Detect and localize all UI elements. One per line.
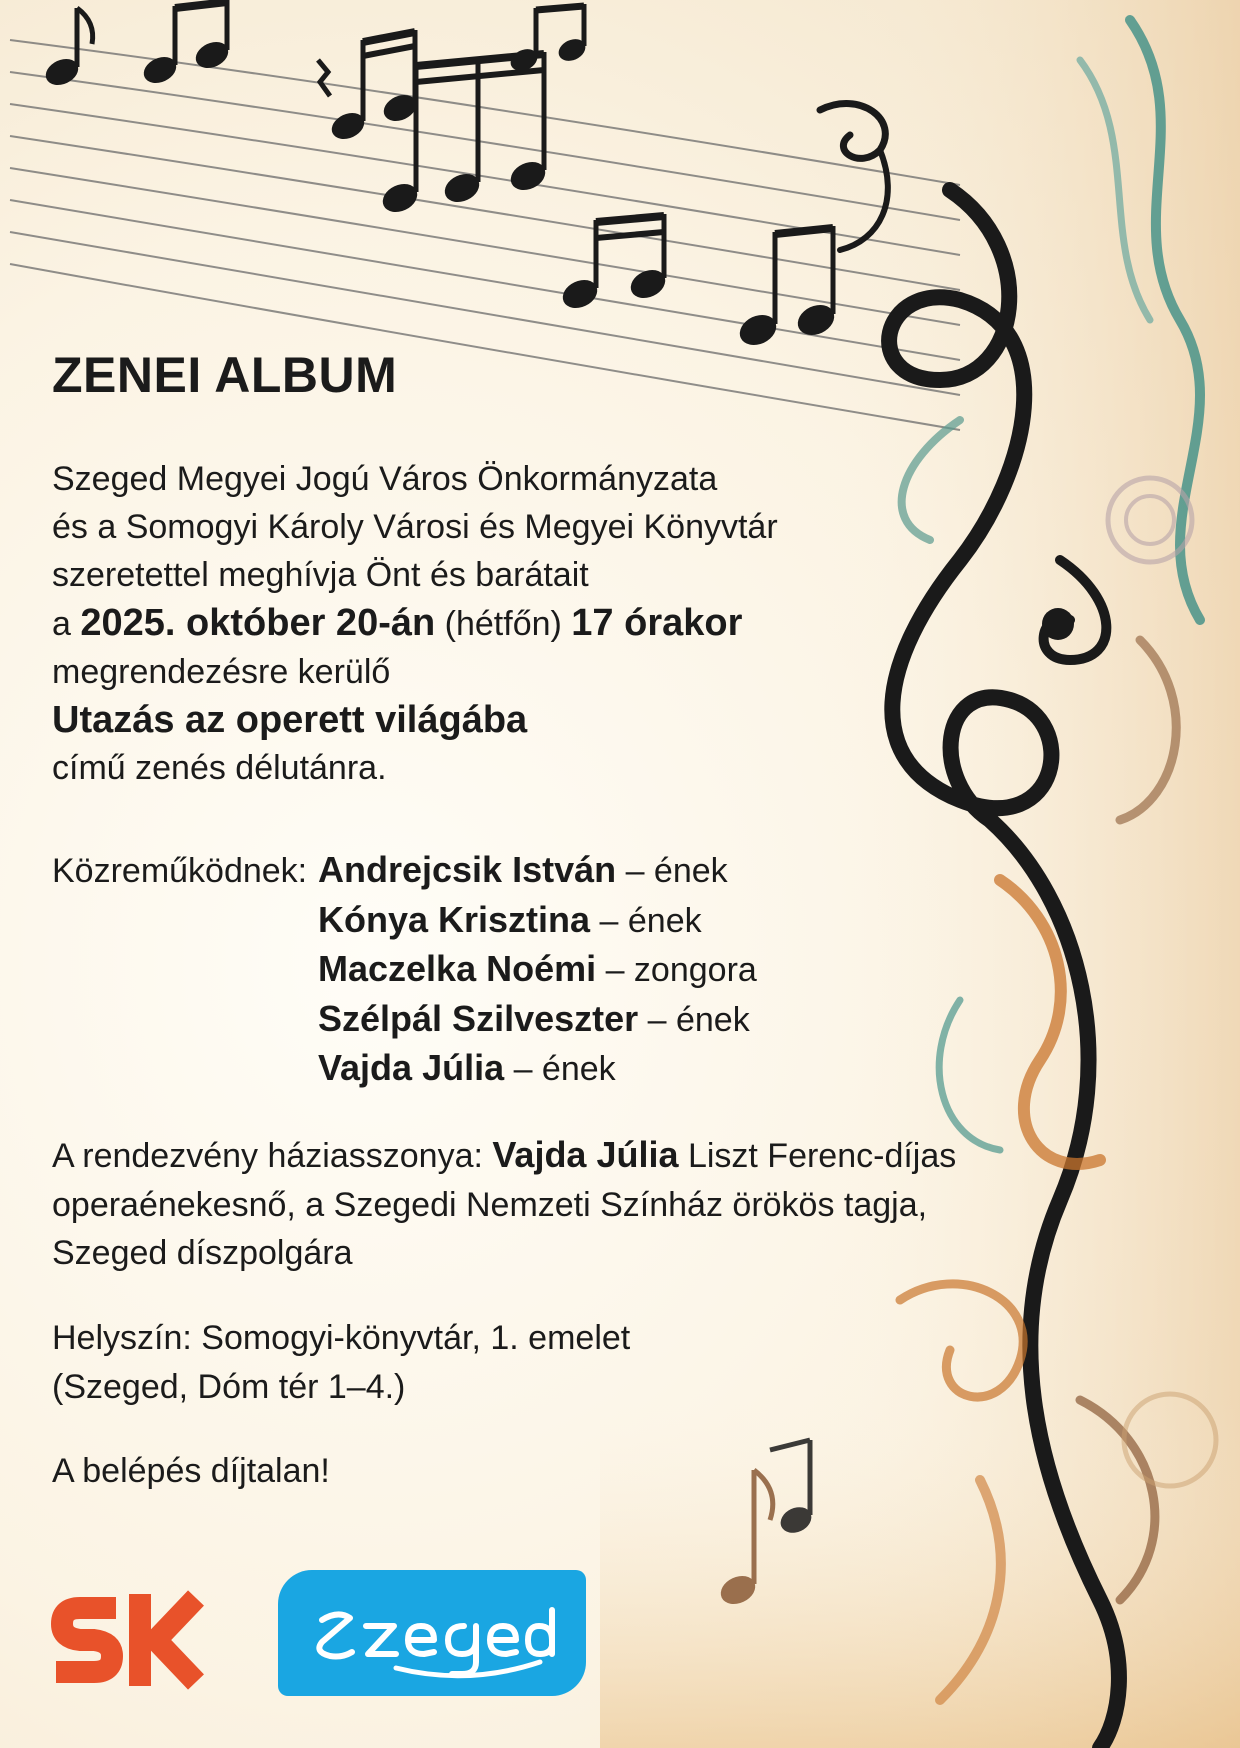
performer-role: – ének [647, 1000, 750, 1039]
hostess-label: A rendezvény háziasszonya: [52, 1137, 483, 1175]
date-prefix: a [52, 605, 71, 643]
performer-name: Vajda Júlia [318, 1047, 505, 1088]
rest-icon [318, 60, 330, 96]
host-organization-line: Szeged Megyei Jogú Város Önkormányzata [52, 460, 718, 498]
organized-line: megrendezésre kerülő [52, 653, 391, 691]
sk-logo [50, 1590, 204, 1690]
szeged-wordmark [278, 1570, 586, 1696]
invitation-line: szeretettel meghívja Önt és barátait [52, 556, 589, 594]
hostess-info [52, 1131, 956, 1278]
invitation-text [52, 455, 778, 792]
music-notes [42, 0, 840, 351]
hostess-line [52, 1131, 956, 1181]
venue-line: Helyszín: Somogyi-könyvtár, 1. emelet [52, 1319, 631, 1357]
venue-address: (Szeged, Dóm tér 1–4.) [52, 1367, 406, 1406]
free-entry-note: A belépés díjtalan! [52, 1452, 330, 1490]
performer-name: Szélpál Szilveszter [318, 997, 639, 1039]
event-weekday: (hétfőn) [444, 605, 562, 643]
performer-role: – zongora [605, 951, 757, 989]
hostess-award: Liszt Ferenc-díjas [687, 1137, 957, 1175]
performer-role: – ének [599, 901, 702, 940]
hostess-title: Szeged díszpolgára [52, 1234, 353, 1272]
event-subtitle: című zenés délutánra. [52, 749, 387, 787]
note-icon [507, 4, 589, 75]
hostess-name: Vajda Júlia [492, 1134, 679, 1175]
note-icon [140, 0, 233, 88]
performer-row [52, 896, 757, 946]
event-time: 17 órakor [571, 602, 743, 644]
performer-row [52, 1044, 757, 1094]
performer-row [52, 995, 757, 1045]
szeged-logo [278, 1570, 586, 1696]
event-date: 2025. október 20-án [80, 602, 436, 644]
performer-name: Maczelka Noémi [318, 948, 597, 989]
page-title: ZENEI ALBUM [52, 347, 398, 403]
note-icon [558, 214, 670, 313]
hostess-description: operaénekesnő, a Szegedi Nemzeti Színház örökös tagja, [52, 1185, 928, 1224]
note-icon [378, 52, 550, 217]
event-title: Utazás az operett világába [52, 699, 528, 741]
performer-row [52, 846, 757, 896]
performer-name: Andrejcsik István [318, 849, 617, 890]
venue-info [52, 1314, 630, 1411]
performers-list [52, 846, 757, 1094]
performer-row [52, 945, 757, 995]
co-host-line: és a Somogyi Károly Városi és Megyei Könyvtár [52, 508, 778, 546]
performer-role: – ének [625, 852, 728, 890]
date-line [52, 599, 778, 648]
performer-name: Kónya Krisztina [318, 898, 591, 940]
performers-label: Közreműködnek: [52, 852, 308, 890]
performer-role: – ének [513, 1050, 616, 1088]
